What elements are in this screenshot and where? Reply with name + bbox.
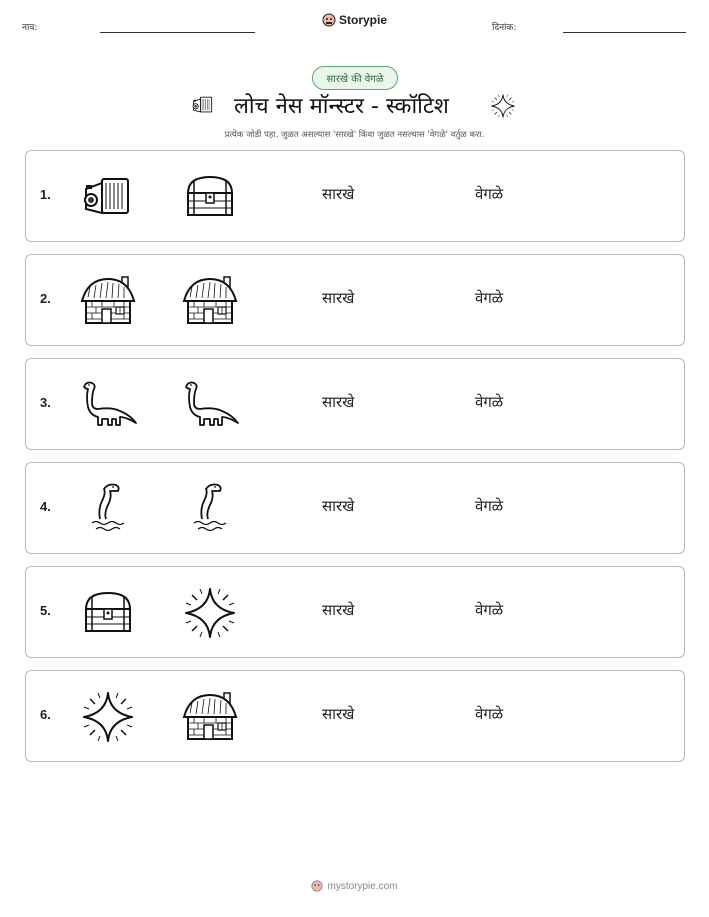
cottage-icon	[78, 271, 138, 331]
sea-serpent-icon	[78, 479, 138, 539]
same-option[interactable]: सारखे	[322, 393, 355, 411]
row-number: 4.	[40, 499, 51, 514]
storypie-mascot-icon	[311, 880, 323, 892]
different-option[interactable]: वेगळे	[475, 393, 504, 411]
name-line[interactable]	[100, 32, 255, 33]
footer	[0, 880, 709, 892]
same-option[interactable]: सारखे	[322, 497, 355, 515]
storypie-logo	[322, 13, 387, 27]
exercise-row	[25, 462, 685, 554]
same-option[interactable]: सारखे	[322, 705, 355, 723]
sea-serpent-icon	[180, 479, 240, 539]
sparkle-icon	[78, 687, 138, 747]
dinosaur-icon	[180, 375, 240, 435]
cottage-icon	[180, 687, 240, 747]
treasure-chest-icon	[180, 167, 240, 227]
cottage-icon	[180, 271, 240, 331]
different-option[interactable]: वेगळे	[475, 497, 504, 515]
exercise-row	[25, 670, 685, 762]
row-number: 5.	[40, 603, 51, 618]
exercise-row	[25, 358, 685, 450]
dinosaur-icon	[78, 375, 138, 435]
date-label: दिनांक:	[492, 23, 517, 33]
same-option[interactable]: सारखे	[322, 289, 355, 307]
name-label: नाव:	[22, 23, 38, 33]
storypie-mascot-icon	[322, 13, 336, 27]
row-number: 6.	[40, 707, 51, 722]
instructions: प्रत्येक जोडी पहा. जुळत असल्यास 'सारखे' किंवा जुळत नसल्यास 'वेगळे' वर्तुळ करा.	[224, 130, 485, 140]
exercise-row	[25, 566, 685, 658]
date-line[interactable]	[563, 32, 686, 33]
different-option[interactable]: वेगळे	[475, 185, 504, 203]
page-title: लोच नेस मॉन्स्टर - स्कॉटिश	[234, 94, 449, 119]
footer-url: mystorypie.com	[327, 880, 398, 892]
different-option[interactable]: वेगळे	[475, 601, 504, 619]
different-option[interactable]: वेगळे	[475, 705, 504, 723]
title-row	[0, 90, 709, 122]
exercise-row	[25, 254, 685, 346]
sparkle-icon	[180, 583, 240, 643]
worksheet-type-badge: सारखे की वेगळे	[312, 66, 398, 90]
row-number: 3.	[40, 395, 51, 410]
worksheet-header	[0, 0, 709, 50]
row-number: 1.	[40, 187, 51, 202]
same-option[interactable]: सारखे	[322, 185, 355, 203]
different-option[interactable]: वेगळे	[475, 289, 504, 307]
sparkle-icon	[489, 92, 517, 120]
brand-name: Storypie	[339, 13, 388, 27]
treasure-chest-icon	[78, 583, 138, 643]
same-option[interactable]: सारखे	[322, 601, 355, 619]
camera-icon	[190, 92, 216, 118]
row-number: 2.	[40, 291, 51, 306]
camera-icon	[78, 167, 138, 227]
exercise-row	[25, 150, 685, 242]
